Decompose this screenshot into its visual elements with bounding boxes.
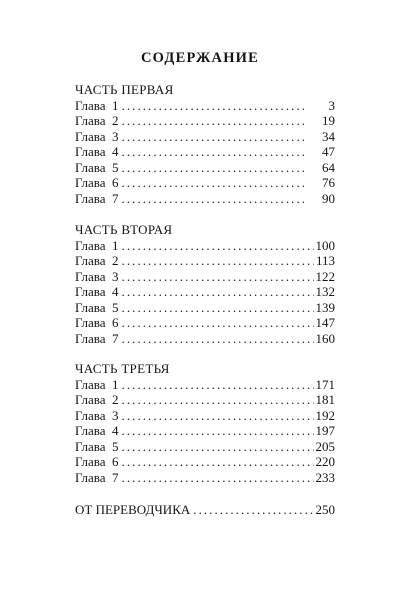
chapter-label: Глава 4 (75, 423, 119, 438)
toc-entry[interactable] (75, 191, 335, 207)
toc-entry[interactable] (75, 238, 335, 254)
dot-leader (119, 175, 305, 191)
part-heading: ЧАСТЬ ВТОРАЯ (75, 222, 173, 237)
chapter-label: Глава 2 (75, 392, 119, 407)
toc-entry-translator-note[interactable] (75, 502, 335, 518)
page-number: 197 (315, 423, 335, 438)
dot-leader (119, 191, 305, 207)
dot-leader (119, 300, 314, 316)
page-number: 132 (315, 284, 335, 299)
dot-leader (190, 502, 313, 518)
dot-leader (119, 98, 305, 114)
chapter-label: Глава 3 (75, 268, 119, 284)
page-number: 233 (315, 469, 335, 485)
translator-note-section (75, 502, 335, 518)
page-number: 64 (322, 159, 335, 175)
toc-entry[interactable] (75, 392, 335, 408)
toc-entry[interactable] (75, 470, 335, 486)
dot-leader (119, 470, 314, 486)
translator-note-label: ОТ ПЕРЕВОДЧИКА (75, 502, 191, 517)
toc-title: СОДЕРЖАНИЕ (140, 50, 260, 66)
page-number: 34 (322, 128, 335, 144)
dot-leader (119, 129, 305, 145)
page-number: 181 (315, 392, 335, 407)
toc-entry[interactable] (75, 454, 335, 470)
page-number: 19 (322, 113, 335, 128)
page-number: 100 (315, 237, 335, 253)
toc-entry[interactable] (75, 113, 335, 129)
page-number: 205 (315, 438, 335, 454)
chapter-label: Глава 1 (75, 97, 119, 113)
toc-entry[interactable] (75, 408, 335, 424)
chapter-label: Глава 4 (75, 284, 119, 299)
page-number: 220 (315, 454, 335, 469)
toc-entry[interactable] (75, 300, 335, 316)
chapter-label: Глава 1 (75, 237, 119, 253)
chapter-label: Глава 6 (75, 175, 119, 190)
chapter-label: Глава 4 (75, 144, 119, 159)
dot-leader (119, 284, 314, 300)
chapter-label: Глава 5 (75, 159, 119, 175)
toc-entry[interactable] (75, 253, 335, 269)
toc-entry[interactable] (75, 423, 335, 439)
page-number: 147 (315, 315, 335, 330)
dot-leader (119, 454, 314, 470)
chapter-label: Глава 7 (75, 469, 119, 485)
toc-entry[interactable] (75, 331, 335, 347)
toc-entry[interactable] (75, 377, 335, 393)
toc-entry[interactable] (75, 129, 335, 145)
dot-leader (119, 392, 314, 408)
chapter-label: Глава 2 (75, 253, 119, 268)
page-number: 139 (315, 299, 335, 315)
page-number: 3 (328, 97, 335, 113)
page-number: 122 (315, 268, 335, 284)
chapter-label: Глава 1 (75, 376, 119, 392)
page-number: 171 (315, 376, 335, 392)
chapter-label: Глава 5 (75, 438, 119, 454)
part-heading: ЧАСТЬ ПЕРВАЯ (75, 82, 174, 97)
dot-leader (119, 377, 314, 393)
toc-entry[interactable] (75, 284, 335, 300)
page-number: 113 (315, 253, 335, 268)
dot-leader (119, 144, 305, 160)
chapter-label: Глава 3 (75, 128, 119, 144)
page-number: 192 (315, 407, 335, 423)
dot-leader (119, 160, 305, 176)
chapter-label: Глава 3 (75, 407, 119, 423)
page-number: 47 (322, 144, 335, 159)
dot-leader (119, 253, 314, 269)
dot-leader (119, 331, 314, 347)
chapter-label: Глава 5 (75, 299, 119, 315)
page-number: 76 (322, 175, 335, 190)
page-number: 90 (322, 190, 335, 206)
dot-leader (119, 269, 314, 285)
chapter-label: Глава 2 (75, 113, 119, 128)
page-number: 160 (315, 330, 335, 346)
toc-entry[interactable] (75, 160, 335, 176)
chapter-label: Глава 6 (75, 315, 119, 330)
chapter-label: Глава 7 (75, 190, 119, 206)
dot-leader (119, 439, 314, 455)
part-section-2 (75, 222, 335, 346)
dot-leader (119, 408, 314, 424)
dot-leader (119, 238, 314, 254)
part-section-1 (75, 82, 335, 206)
page-number: 250 (315, 502, 335, 517)
part-heading: ЧАСТЬ ТРЕТЬЯ (75, 361, 170, 376)
part-section-3 (75, 361, 335, 485)
dot-leader (119, 423, 314, 439)
chapter-label: Глава 7 (75, 330, 119, 346)
toc-entry[interactable] (75, 175, 335, 191)
dot-leader (119, 113, 305, 129)
toc-entry[interactable] (75, 269, 335, 285)
chapter-label: Глава 6 (75, 454, 119, 469)
dot-leader (119, 315, 314, 331)
toc-entry[interactable] (75, 98, 335, 114)
toc-entry[interactable] (75, 315, 335, 331)
toc-entry[interactable] (75, 439, 335, 455)
toc-entry[interactable] (75, 144, 335, 160)
